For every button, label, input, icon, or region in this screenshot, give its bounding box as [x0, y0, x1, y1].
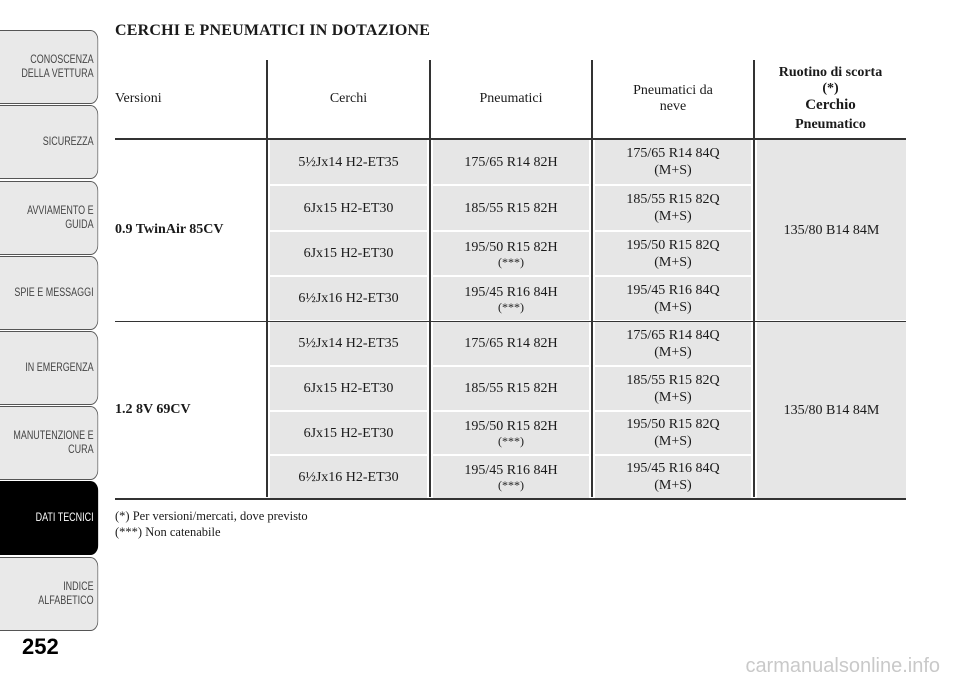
snow-tire-cell: 195/45 R16 84Q (M+S)	[595, 277, 751, 320]
divider	[753, 60, 755, 497]
rim-cell: 6Jx15 H2-ET30	[270, 232, 427, 275]
tab-emergenza[interactable]: IN EMERGENZA	[0, 331, 98, 405]
tab-avviamento[interactable]: AVVIAMENTO E GUIDA	[0, 181, 98, 255]
rim-cell: 5½Jx14 H2-ET35	[270, 322, 427, 365]
snow-tire-cell: 185/55 R15 82Q (M+S)	[595, 186, 751, 230]
divider	[591, 60, 593, 497]
snow-tire-cell: 195/50 R15 82Q (M+S)	[595, 412, 751, 454]
rim-cell: 6Jx15 H2-ET30	[270, 186, 427, 230]
tire-cell: 195/50 R15 82H (***)	[433, 412, 589, 454]
header-versioni: Versioni	[115, 91, 162, 106]
spare-cell: 135/80 B14 84M	[757, 140, 906, 320]
footnotes	[115, 508, 308, 540]
watermark: carmanualsonline.info	[745, 655, 940, 677]
tab-dati-tecnici[interactable]: DATI TECNICI	[0, 481, 98, 555]
tire-cell: 185/55 R15 82H	[433, 186, 589, 230]
tire-cell: 175/65 R14 82H	[433, 322, 589, 365]
page-title: CERCHI E PNEUMATICI IN DOTAZIONE	[115, 22, 431, 39]
rim-cell: 6Jx15 H2-ET30	[270, 412, 427, 454]
divider	[266, 60, 268, 497]
tire-cell: 185/55 R15 82H	[433, 367, 589, 410]
table-bottom-rule	[115, 498, 906, 500]
rim-cell: 5½Jx14 H2-ET35	[270, 140, 427, 184]
spare-cell: 135/80 B14 84M	[757, 322, 906, 498]
header-pneumatici: Pneumatici	[479, 91, 543, 106]
tire-cell: 195/45 R16 84H (***)	[433, 456, 589, 498]
header-ruotino-scorta: Ruotino di scorta (*) Cerchio Pneumatico	[778, 65, 883, 132]
version-label: 1.2 8V 69CV	[115, 402, 191, 417]
header-pneumatici-neve: Pneumatici da neve	[633, 83, 713, 114]
tire-cell: 195/50 R15 82H (***)	[433, 232, 589, 275]
tab-sicurezza[interactable]: SICUREZZA	[0, 105, 98, 179]
footnote: (***) Non catenabile	[115, 525, 221, 539]
snow-tire-cell: 195/45 R16 84Q (M+S)	[595, 456, 751, 498]
snow-tire-cell: 185/55 R15 82Q (M+S)	[595, 367, 751, 410]
tire-cell: 195/45 R16 84H (***)	[433, 277, 589, 320]
tab-indice[interactable]: INDICE ALFABETICO	[0, 557, 98, 631]
snow-tire-cell: 175/65 R14 84Q (M+S)	[595, 322, 751, 365]
snow-tire-cell: 175/65 R14 84Q (M+S)	[595, 140, 751, 184]
tab-manutenzione[interactable]: MANUTENZIONE E CURA	[0, 406, 98, 480]
header-cerchi: Cerchi	[329, 91, 368, 106]
table-header	[115, 60, 906, 140]
footnote: (*) Per versioni/mercati, dove previsto	[115, 509, 308, 523]
snow-tire-cell: 195/50 R15 82Q (M+S)	[595, 232, 751, 275]
page-number: 252	[22, 634, 59, 659]
tire-cell: 175/65 R14 82H	[433, 140, 589, 184]
tab-conoscenza[interactable]: CONOSCENZA DELLA VETTURA	[0, 30, 98, 104]
rim-cell: 6Jx15 H2-ET30	[270, 367, 427, 410]
rim-cell: 6½Jx16 H2-ET30	[270, 456, 427, 498]
tab-spie[interactable]: SPIE E MESSAGGI	[0, 256, 98, 330]
version-label: 0.9 TwinAir 85CV	[115, 222, 224, 237]
rim-cell: 6½Jx16 H2-ET30	[270, 277, 427, 320]
divider	[429, 60, 431, 497]
